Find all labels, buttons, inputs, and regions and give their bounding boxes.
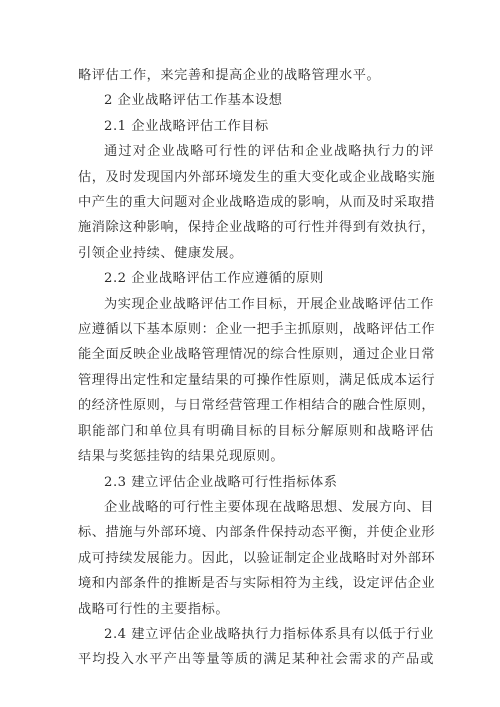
paragraph-line: 管理得出定性和定量结果的可操作性原则，满足低成本运行 bbox=[78, 372, 436, 388]
paragraph-line: 引领企业持续、健康发展。 bbox=[78, 245, 243, 261]
paragraph-line: 结果与奖惩挂钩的结果兑现原则。 bbox=[78, 449, 285, 465]
section-heading-2: 2 企业战略评估工作基本设想 bbox=[104, 93, 283, 109]
section-heading-2-2: 2.2 企业战略评估工作应遵循的原则 bbox=[104, 271, 324, 287]
paragraph-line: 平均投入水平产出等量等质的满足某种社会需求的产品或 bbox=[78, 652, 434, 668]
text-line-continuation: 略评估工作，来完善和提高企业的战略管理水平。 bbox=[78, 68, 381, 83]
paragraph-line: 估，及时发现国内外部环境发生的重大变化或企业战略实施 bbox=[78, 169, 436, 185]
paragraph-line: 职能部门和单位具有明确目标的目标分解原则和战略评估 bbox=[78, 423, 434, 439]
section-heading-2-4: 2.4 建立评估企业战略执行力指标体系具有以低于行业 bbox=[104, 626, 434, 642]
paragraph-line: 的经济性原则，与日常经营管理工作相结合的融合性原则， bbox=[78, 398, 436, 414]
section-heading-2-1: 2.1 企业战略评估工作目标 bbox=[104, 118, 269, 134]
paragraph-line: 境和内部条件的推断是否与实际相符为主线，设定评估企业 bbox=[78, 576, 436, 592]
paragraph-line: 战略可行性的主要指标。 bbox=[78, 601, 230, 617]
paragraph-line: 标、措施与外部环境、内部条件保持动态平衡，并使企业形 bbox=[78, 525, 436, 541]
document-body bbox=[78, 63, 434, 673]
paragraph-line: 中产生的重大问题对企业战略造成的影响，从而及时采取措 bbox=[78, 195, 436, 211]
paragraph-line: 通过对企业战略可行性的评估和企业战略执行力的评 bbox=[104, 144, 434, 160]
paragraph-line: 企业战略的可行性主要体现在战略思想、发展方向、目 bbox=[104, 499, 434, 515]
paragraph-line: 成可持续发展能力。因此，以验证制定企业战略时对外部环 bbox=[78, 550, 436, 566]
section-heading-2-3: 2.3 建立评估企业战略可行性指标体系 bbox=[104, 474, 338, 490]
paragraph-line: 应遵循以下基本原则：企业一把手主抓原则，战略评估工作 bbox=[78, 322, 436, 338]
paragraph-line: 能全面反映企业战略管理情况的综合性原则，通过企业日常 bbox=[78, 347, 436, 363]
paragraph-line: 施消除这种影响，保持企业战略的可行性并得到有效执行， bbox=[78, 220, 436, 236]
paragraph-line: 为实现企业战略评估工作目标，开展企业战略评估工作 bbox=[104, 296, 434, 312]
